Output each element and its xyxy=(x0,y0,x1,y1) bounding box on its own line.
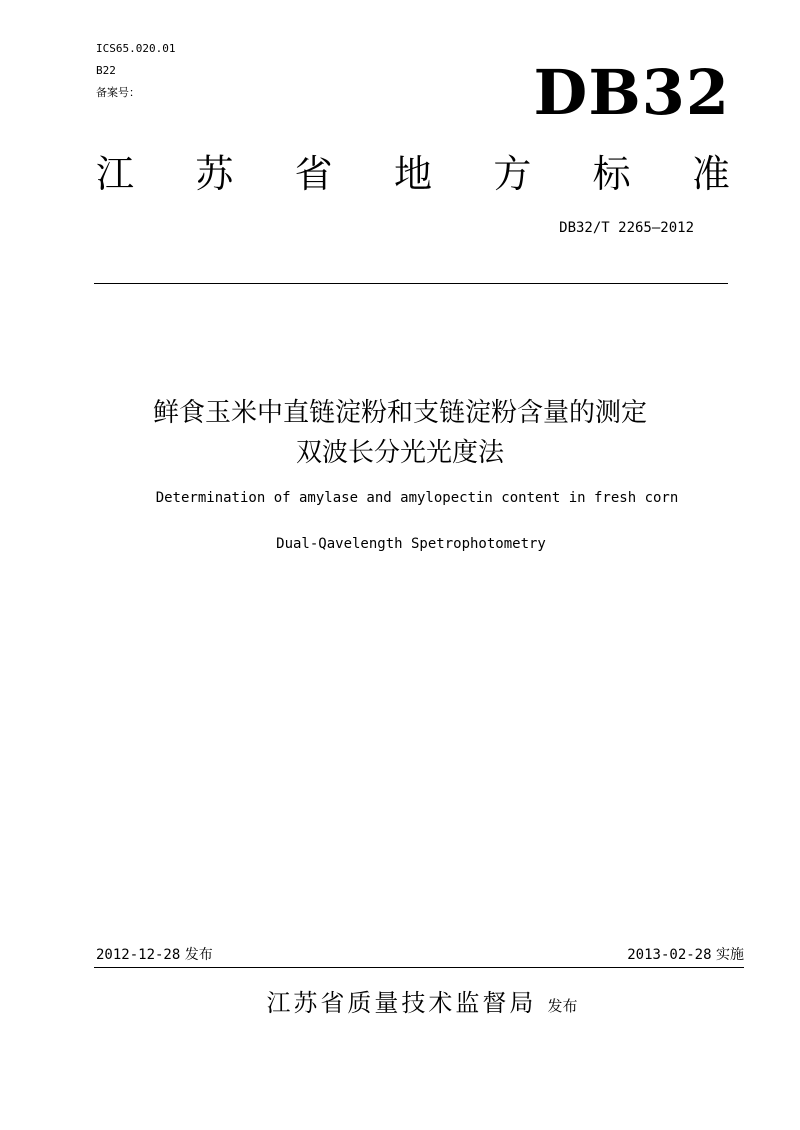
standard-type-heading xyxy=(96,146,730,202)
implementation-label: 实施 xyxy=(716,947,744,963)
standard-type-char: 标 xyxy=(592,152,631,196)
issue-date-block xyxy=(96,945,213,965)
title-en-line1: Determination of amylase and amylopectin content in fresh corn xyxy=(155,490,679,506)
bottom-divider xyxy=(94,967,744,968)
title-en-line2: Dual-Qavelength Spetrophotometry xyxy=(276,536,546,552)
standard-type-char: 准 xyxy=(691,152,730,196)
implementation-date-block xyxy=(627,945,744,965)
ics-code: ICS65.020.01 xyxy=(96,42,176,55)
issue-date: 2012-12-28 xyxy=(96,947,181,963)
title-cn-line2: 双波长分光光度法 xyxy=(295,438,504,468)
db-logo: DB32 xyxy=(533,56,730,129)
publisher-block xyxy=(0,986,800,1023)
standard-number: DB32/T 2265—2012 xyxy=(559,220,694,236)
standard-type-char: 江 xyxy=(96,152,135,196)
standard-type-char: 苏 xyxy=(195,152,234,196)
publisher-suffix: 发布 xyxy=(547,997,578,1015)
ccs-code: B22 xyxy=(96,64,116,77)
standard-type-char: 地 xyxy=(393,152,432,196)
implementation-date: 2013-02-28 xyxy=(627,947,712,963)
publisher-name: 江苏省质量技术监督局 xyxy=(266,989,537,1017)
title-cn-line1: 鲜食玉米中直链淀粉和支链淀粉含量的测定 xyxy=(152,398,647,428)
top-divider xyxy=(94,283,728,284)
standard-type-char: 省 xyxy=(294,152,333,196)
record-number-label: 备案号： xyxy=(96,86,140,99)
issue-label: 发布 xyxy=(184,947,213,963)
standard-type-char: 方 xyxy=(493,152,532,196)
